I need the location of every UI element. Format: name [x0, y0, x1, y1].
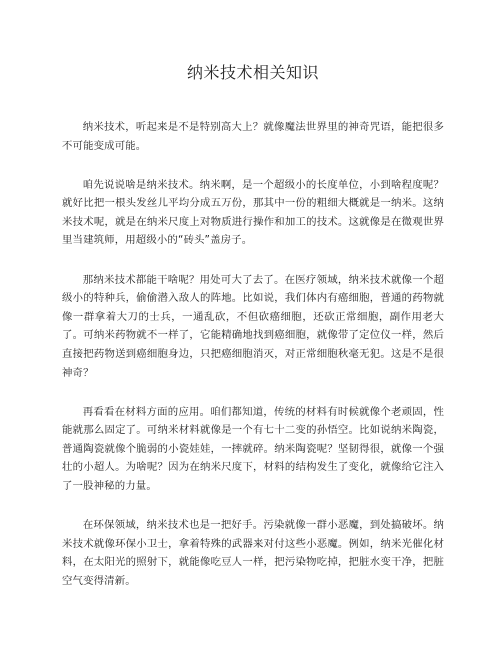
paragraph-environment: 在环保领域，纳米技术也是一把好手。污染就像一群小恶魔，到处搞破坏。纳米技术就像环保小卫士，拿着特殊的武器来对付这些小恶魔。例如，纳米光催化材料，在太阳光的照射下，就能像吃豆人一样，把污染物吃掉，把脏水变干净，把脏空气变得清新。 — [62, 519, 444, 587]
document-body — [62, 118, 444, 590]
paragraph-intro: 纳米技术，听起来是不是特别高大上？就像魔法世界里的神奇咒语，能把很多不可能变成可能。 — [62, 121, 444, 152]
paragraph-materials: 再看看在材料方面的应用。咱们都知道，传统的材料有时候就像个老顽固，性能就那么固定了。可纳米材料就像是一个有七十二变的孙悟空。比如说纳米陶瓷，普通陶瓷就像个脆弱的小瓷娃娃，一摔就碎。纳米陶瓷呢？坚韧得很，就像一个强壮的小超人。为啥呢？因为在纳米尺度下，材料的结构发生了变化，就像给它注入了一股神秘的力量。 — [62, 405, 444, 492]
paragraph-definition: 咱先说说啥是纳米技术。纳米啊，是一个超级小的长度单位，小到啥程度呢？就好比把一根头发丝儿平均分成五万份，那其中一份的粗细大概就是一纳米。这纳米技术呢，就是在纳米尺度上对物质进行操作和加工的技术。这就像是在微观世界里当建筑师，用超级小的“砖头”盖房子。 — [62, 178, 444, 247]
paragraph-medical: 那纳米技术都能干啥呢？用处可大了去了。在医疗领域，纳米技术就像一个超级小的特种兵，偷偷潜入敌人的阵地。比如说，我们体内有癌细胞，普通的药物就像一群拿着大刀的士兵，一通乱砍，不但砍癌细胞，还砍正常细胞，副作用老大了。可纳米药物就不一样了，它能精确地找到癌细胞，就像带了定位仪一样，然后直接把药物送到癌细胞身边，只把癌细胞消灭，对正常细胞秋毫无犯。这是不是很神奇？ — [62, 273, 444, 379]
document-title: 纳米技术相关知识 — [186, 63, 319, 82]
